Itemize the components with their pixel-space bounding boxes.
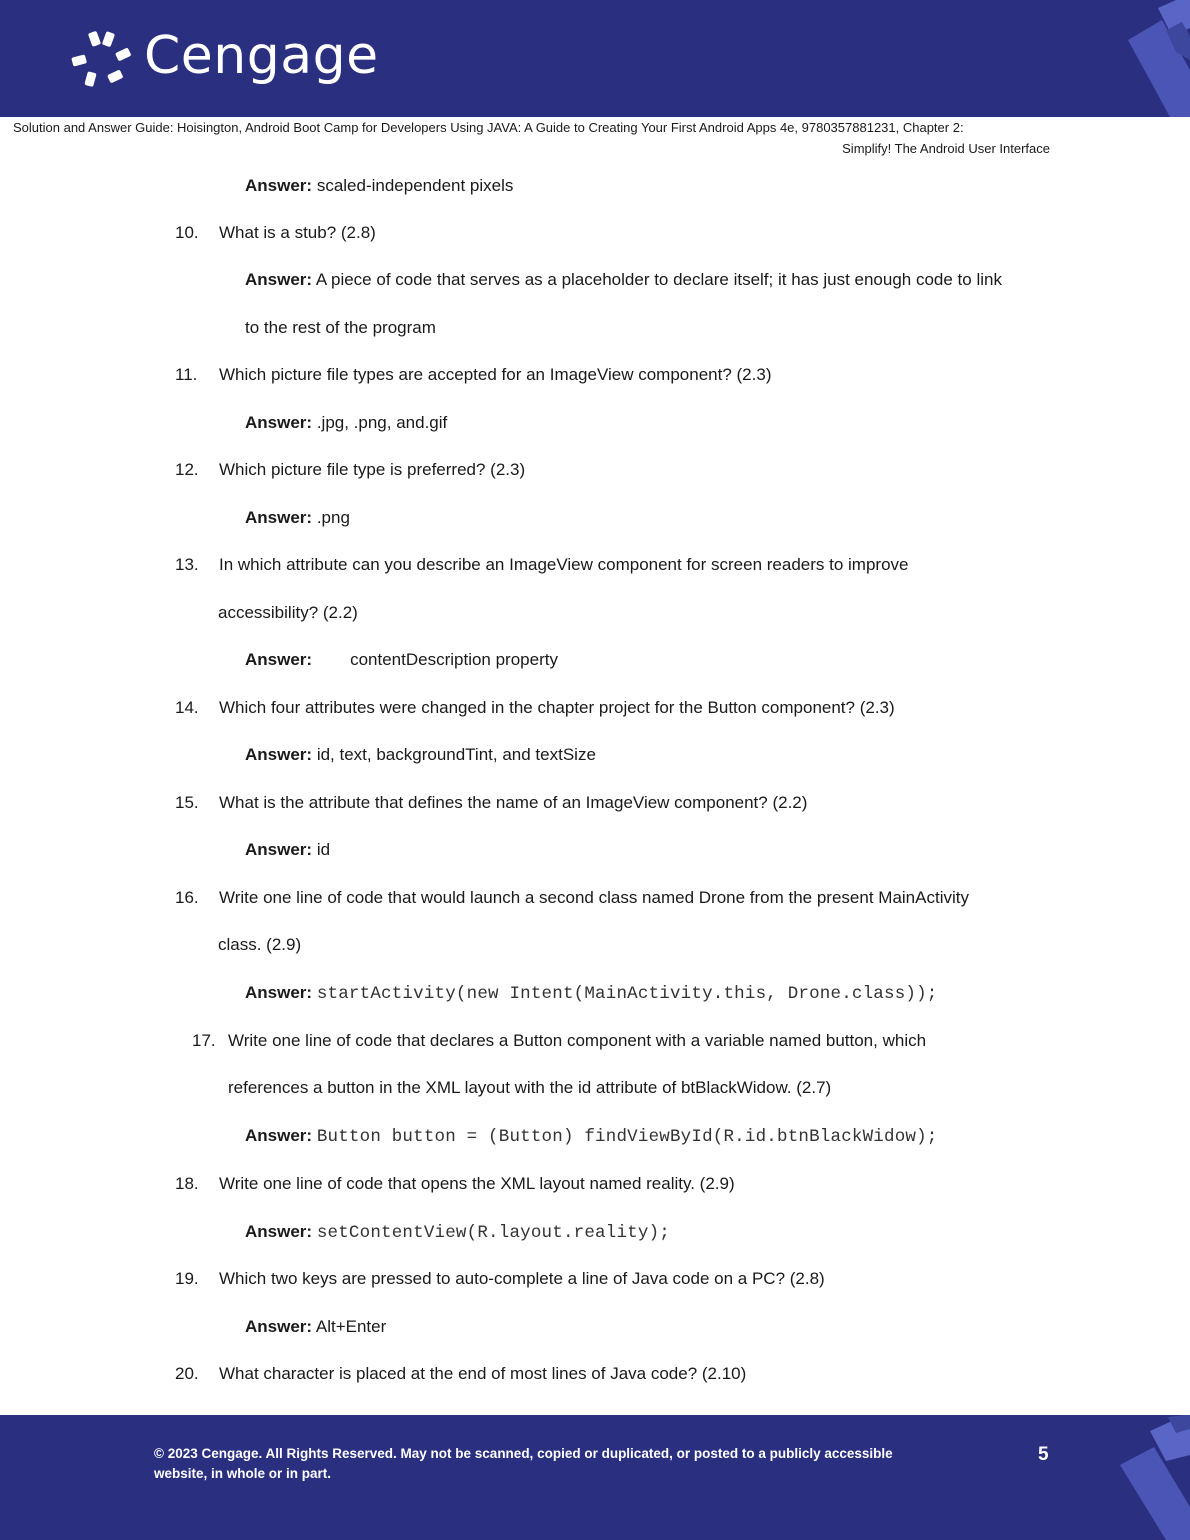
answer-19: Answer: Alt+Enter — [245, 1317, 387, 1336]
document-title: Solution and Answer Guide: Hoisington, Android Boot Camp for Developers Using JAVA: A Guide to Creating Your First Android Apps 4e, 9780357881231, Chapter 2: Simplify! The Android User Interface — [13, 120, 1050, 156]
answer-16: Answer: startActivity(new Intent(MainActivity.this, Drone.class)); — [245, 983, 938, 1004]
question-17-continued: references a button in the XML layout with the id attribute of btBlackWidow. (2.7) — [228, 1078, 832, 1097]
question-16: 16. Write one line of code that would launch a second class named Drone from the present MainActivity — [175, 888, 969, 907]
question-14: 14. Which four attributes were changed in the chapter project for the Button component? (2.3) — [175, 698, 895, 717]
question-17: 17. Write one line of code that declares a Button component with a variable named button, which — [192, 1031, 927, 1050]
question-10: 10. What is a stub? (2.8) — [175, 223, 376, 242]
answer-10-continued: to the rest of the program — [245, 318, 436, 337]
answer-14: Answer: id, text, backgroundTint, and textSize — [245, 745, 596, 764]
question-13-continued: accessibility? (2.2) — [218, 603, 358, 622]
question-16-continued: class. (2.9) — [218, 935, 302, 954]
answer-12: Answer: .png — [245, 508, 350, 527]
footer-band — [0, 1415, 1190, 1540]
cengage-logo-icon — [70, 30, 134, 90]
answer-18: Answer: setContentView(R.layout.reality); — [245, 1222, 670, 1243]
answer-15: Answer: id — [245, 840, 331, 859]
footer-corner-decoration-icon — [1110, 1415, 1190, 1540]
brand-name: Cengage — [144, 26, 379, 86]
corner-decoration-icon — [1110, 0, 1190, 117]
answer-11: Answer: .jpg, .png, and.gif — [245, 413, 448, 432]
question-15: 15. What is the attribute that defines the name of an ImageView component? (2.2) — [175, 793, 808, 812]
question-20: 20. What character is placed at the end of most lines of Java code? (2.10) — [175, 1364, 747, 1383]
answer-10: Answer: A piece of code that serves as a placeholder to declare itself; it has just enough code to link — [245, 270, 1002, 289]
copyright-notice: © 2023 Cengage. All Rights Reserved. May not be scanned, copied or duplicated, or posted to a publicly accessible website, in whole or in part. — [154, 1446, 893, 1481]
question-13: 13. In which attribute can you describe an ImageView component for screen readers to improve — [175, 555, 909, 574]
header-band — [0, 0, 1190, 117]
answer-13: Answer: contentDescription property — [245, 650, 558, 669]
page-number: 5 — [1038, 1444, 1049, 1465]
answer-9: Answer: scaled-independent pixels — [245, 176, 514, 195]
answer-17: Answer: Button button = (Button) findViewById(R.id.btnBlackWidow); — [245, 1126, 938, 1147]
question-18: 18. Write one line of code that opens the XML layout named reality. (2.9) — [175, 1174, 735, 1193]
question-12: 12. Which picture file type is preferred? (2.3) — [175, 460, 526, 479]
question-19: 19. Which two keys are pressed to auto-complete a line of Java code on a PC? (2.8) — [175, 1269, 825, 1288]
question-11: 11. Which picture file types are accepted for an ImageView component? (2.3) — [175, 365, 772, 384]
